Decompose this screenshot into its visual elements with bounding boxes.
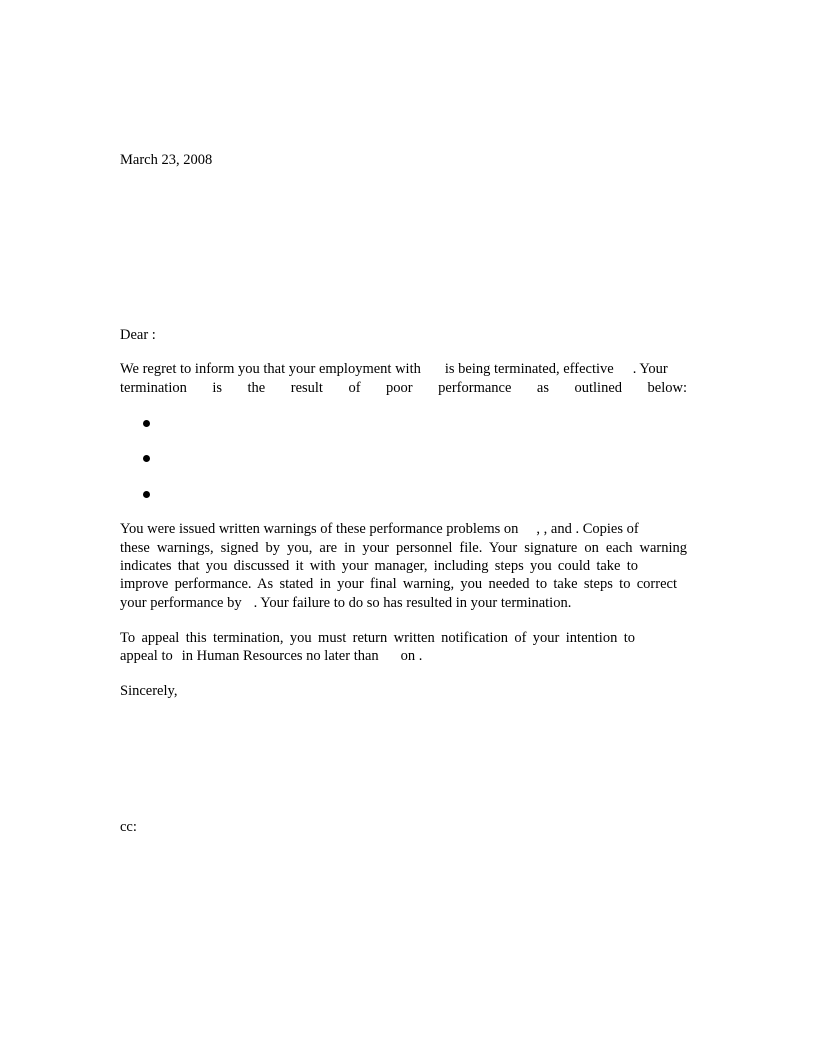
paragraph-1-text-a: We regret to inform you that your employment with [120, 361, 421, 377]
paragraph-1-line-1 [120, 360, 668, 378]
bullet-2 [143, 455, 150, 462]
paragraph-2-text-c: your performance by [120, 595, 242, 611]
paragraph-2-text-d: . Your failure to do so has resulted in your termination. [253, 595, 572, 611]
bullet-3 [143, 491, 150, 498]
cc-line: cc: [120, 819, 137, 835]
salutation: Dear : [120, 327, 156, 343]
paragraph-3-line-2 [120, 647, 422, 665]
paragraph-3-text-b: in Human Resources no later than [181, 648, 379, 664]
paragraph-3-text-c: on . [400, 648, 423, 664]
paragraph-2-line-5 [120, 594, 571, 612]
paragraph-3-line-1: To appeal this termination, you must return written notification of your intention to [120, 630, 635, 646]
paragraph-1-text-c: . Your [632, 361, 668, 377]
paragraph-2-line-2: these warnings, signed by you, are in your personnel file. Your signature on each warning [120, 540, 687, 556]
paragraph-2-line-1 [120, 520, 639, 538]
paragraph-1-text-b: is being terminated, effective [444, 361, 614, 377]
paragraph-2-line-4: improve performance. As stated in your final warning, you needed to take steps to correct [120, 576, 677, 592]
paragraph-1-line-2: termination is the result of poor performance as outlined below: [120, 380, 687, 396]
bullet-1 [143, 420, 150, 427]
paragraph-2-text-a: You were issued written warnings of these performance problems on [120, 521, 519, 537]
paragraph-3-text-a: appeal to [120, 648, 173, 664]
closing: Sincerely, [120, 683, 178, 699]
paragraph-2-text-b: , , and . Copies of [536, 521, 639, 537]
paragraph-2-line-3: indicates that you discussed it with your manager, including steps you could take to [120, 558, 638, 574]
letter-date: March 23, 2008 [120, 152, 213, 168]
